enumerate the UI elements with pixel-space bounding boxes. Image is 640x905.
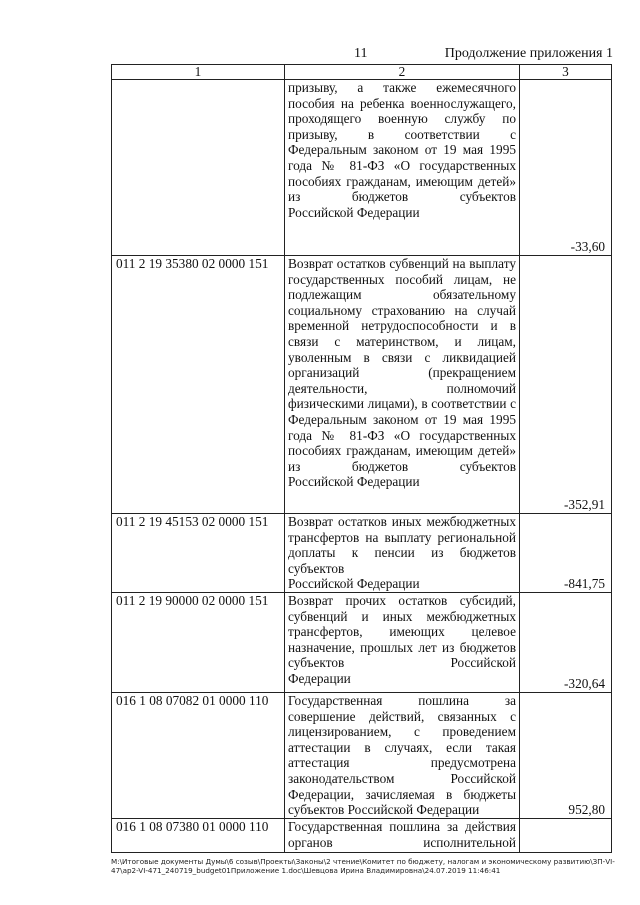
- description-last-line: Российской Федерации: [288, 474, 420, 490]
- amount: -33,60: [520, 80, 612, 256]
- table-row: [112, 819, 612, 853]
- amount: [520, 819, 612, 853]
- budget-table: [111, 64, 612, 853]
- table-row: [112, 256, 612, 514]
- page-number: 11: [354, 46, 368, 61]
- continuation-label: Продолжение приложения 1: [444, 46, 613, 61]
- income-description: [285, 593, 520, 693]
- table-row: [112, 514, 612, 593]
- amount: -841,75: [520, 514, 612, 593]
- column-number: 1: [112, 65, 285, 80]
- column-number: 2: [285, 65, 520, 80]
- table-row: [112, 593, 612, 693]
- income-description: [285, 80, 520, 256]
- income-description: [285, 819, 520, 853]
- description-text: Государственная пошлина за действия органов исполнительной: [288, 819, 516, 850]
- income-description: [285, 514, 520, 593]
- income-description: [285, 693, 520, 819]
- document-path-footer: М:\Итоговые документы Думы\6 созыв\Проекты\Законы\2 чтение\Комитет по бюджету, налогам и экономическому развитию\ЗП-VI-47\ap2-VI-471_240719_budget01Приложение 1.doc\Шевцова Ирина Владимировна\24.07.2019 11:46:41: [111, 857, 615, 875]
- description-text: Возврат остатков иных межбюджетных трансфертов на выплату региональной доплаты к пенсии из бюджетов субъектов: [288, 514, 516, 576]
- income-description: [285, 256, 520, 514]
- budget-code: 016 1 08 07380 01 0000 110: [112, 819, 285, 853]
- budget-code: 016 1 08 07082 01 0000 110: [112, 693, 285, 819]
- budget-code: 011 2 19 45153 02 0000 151: [112, 514, 285, 593]
- amount: -352,91: [520, 256, 612, 514]
- description-text: Возврат остатков субвенций на выплату государственных пособий лицам, не подлежащим обязательному социальному страхованию на случай временной нетрудоспособности и в связи с материнством, и лицам, уволенным в связи с ликвидацией организаций (прекращением деятельности, полномочий физическими лицами), в соответствии с Федеральным законом от 19 мая 1995 года № 81-ФЗ «О государственных пособиях гражданам, имеющим детей» из бюджетов субъектов: [288, 256, 516, 474]
- column-number: 3: [520, 65, 612, 80]
- description-last-line: субъектов Российской Федерации: [288, 802, 480, 818]
- table-row: [112, 80, 612, 256]
- column-number-row: [112, 65, 612, 80]
- description-last-line: Российской Федерации: [288, 576, 420, 592]
- amount: 952,80: [520, 693, 612, 819]
- budget-code: [112, 80, 285, 256]
- description-last-line: Федерации: [288, 670, 351, 686]
- description-text: призыву, а также ежемесячного пособия на ребенка военнослужащего, проходящего военную службу по призыву, в соответствии с Федеральным законом от 19 мая 1995 года № 81-ФЗ «О государственных пособиях гражданам, имеющим детей» из бюджетов субъектов: [288, 80, 516, 205]
- description-text: Государственная пошлина за совершение действий, связанных с лицензированием, с проведением аттестации в случаях, если такая аттестация предусмотрена законодательством Российской Федерации, зачисляемая в бюджеты: [288, 693, 516, 802]
- amount: -320,64: [520, 593, 612, 693]
- budget-code: 011 2 19 90000 02 0000 151: [112, 593, 285, 693]
- table-row: [112, 693, 612, 819]
- description-text: Возврат прочих остатков субсидий, субвенций и иных межбюджетных трансфертов, имеющих целевое назначение, прошлых лет из бюджетов субъектов Российской: [288, 593, 516, 671]
- budget-code: 011 2 19 35380 02 0000 151: [112, 256, 285, 514]
- description-last-line: Российской Федерации: [288, 204, 420, 220]
